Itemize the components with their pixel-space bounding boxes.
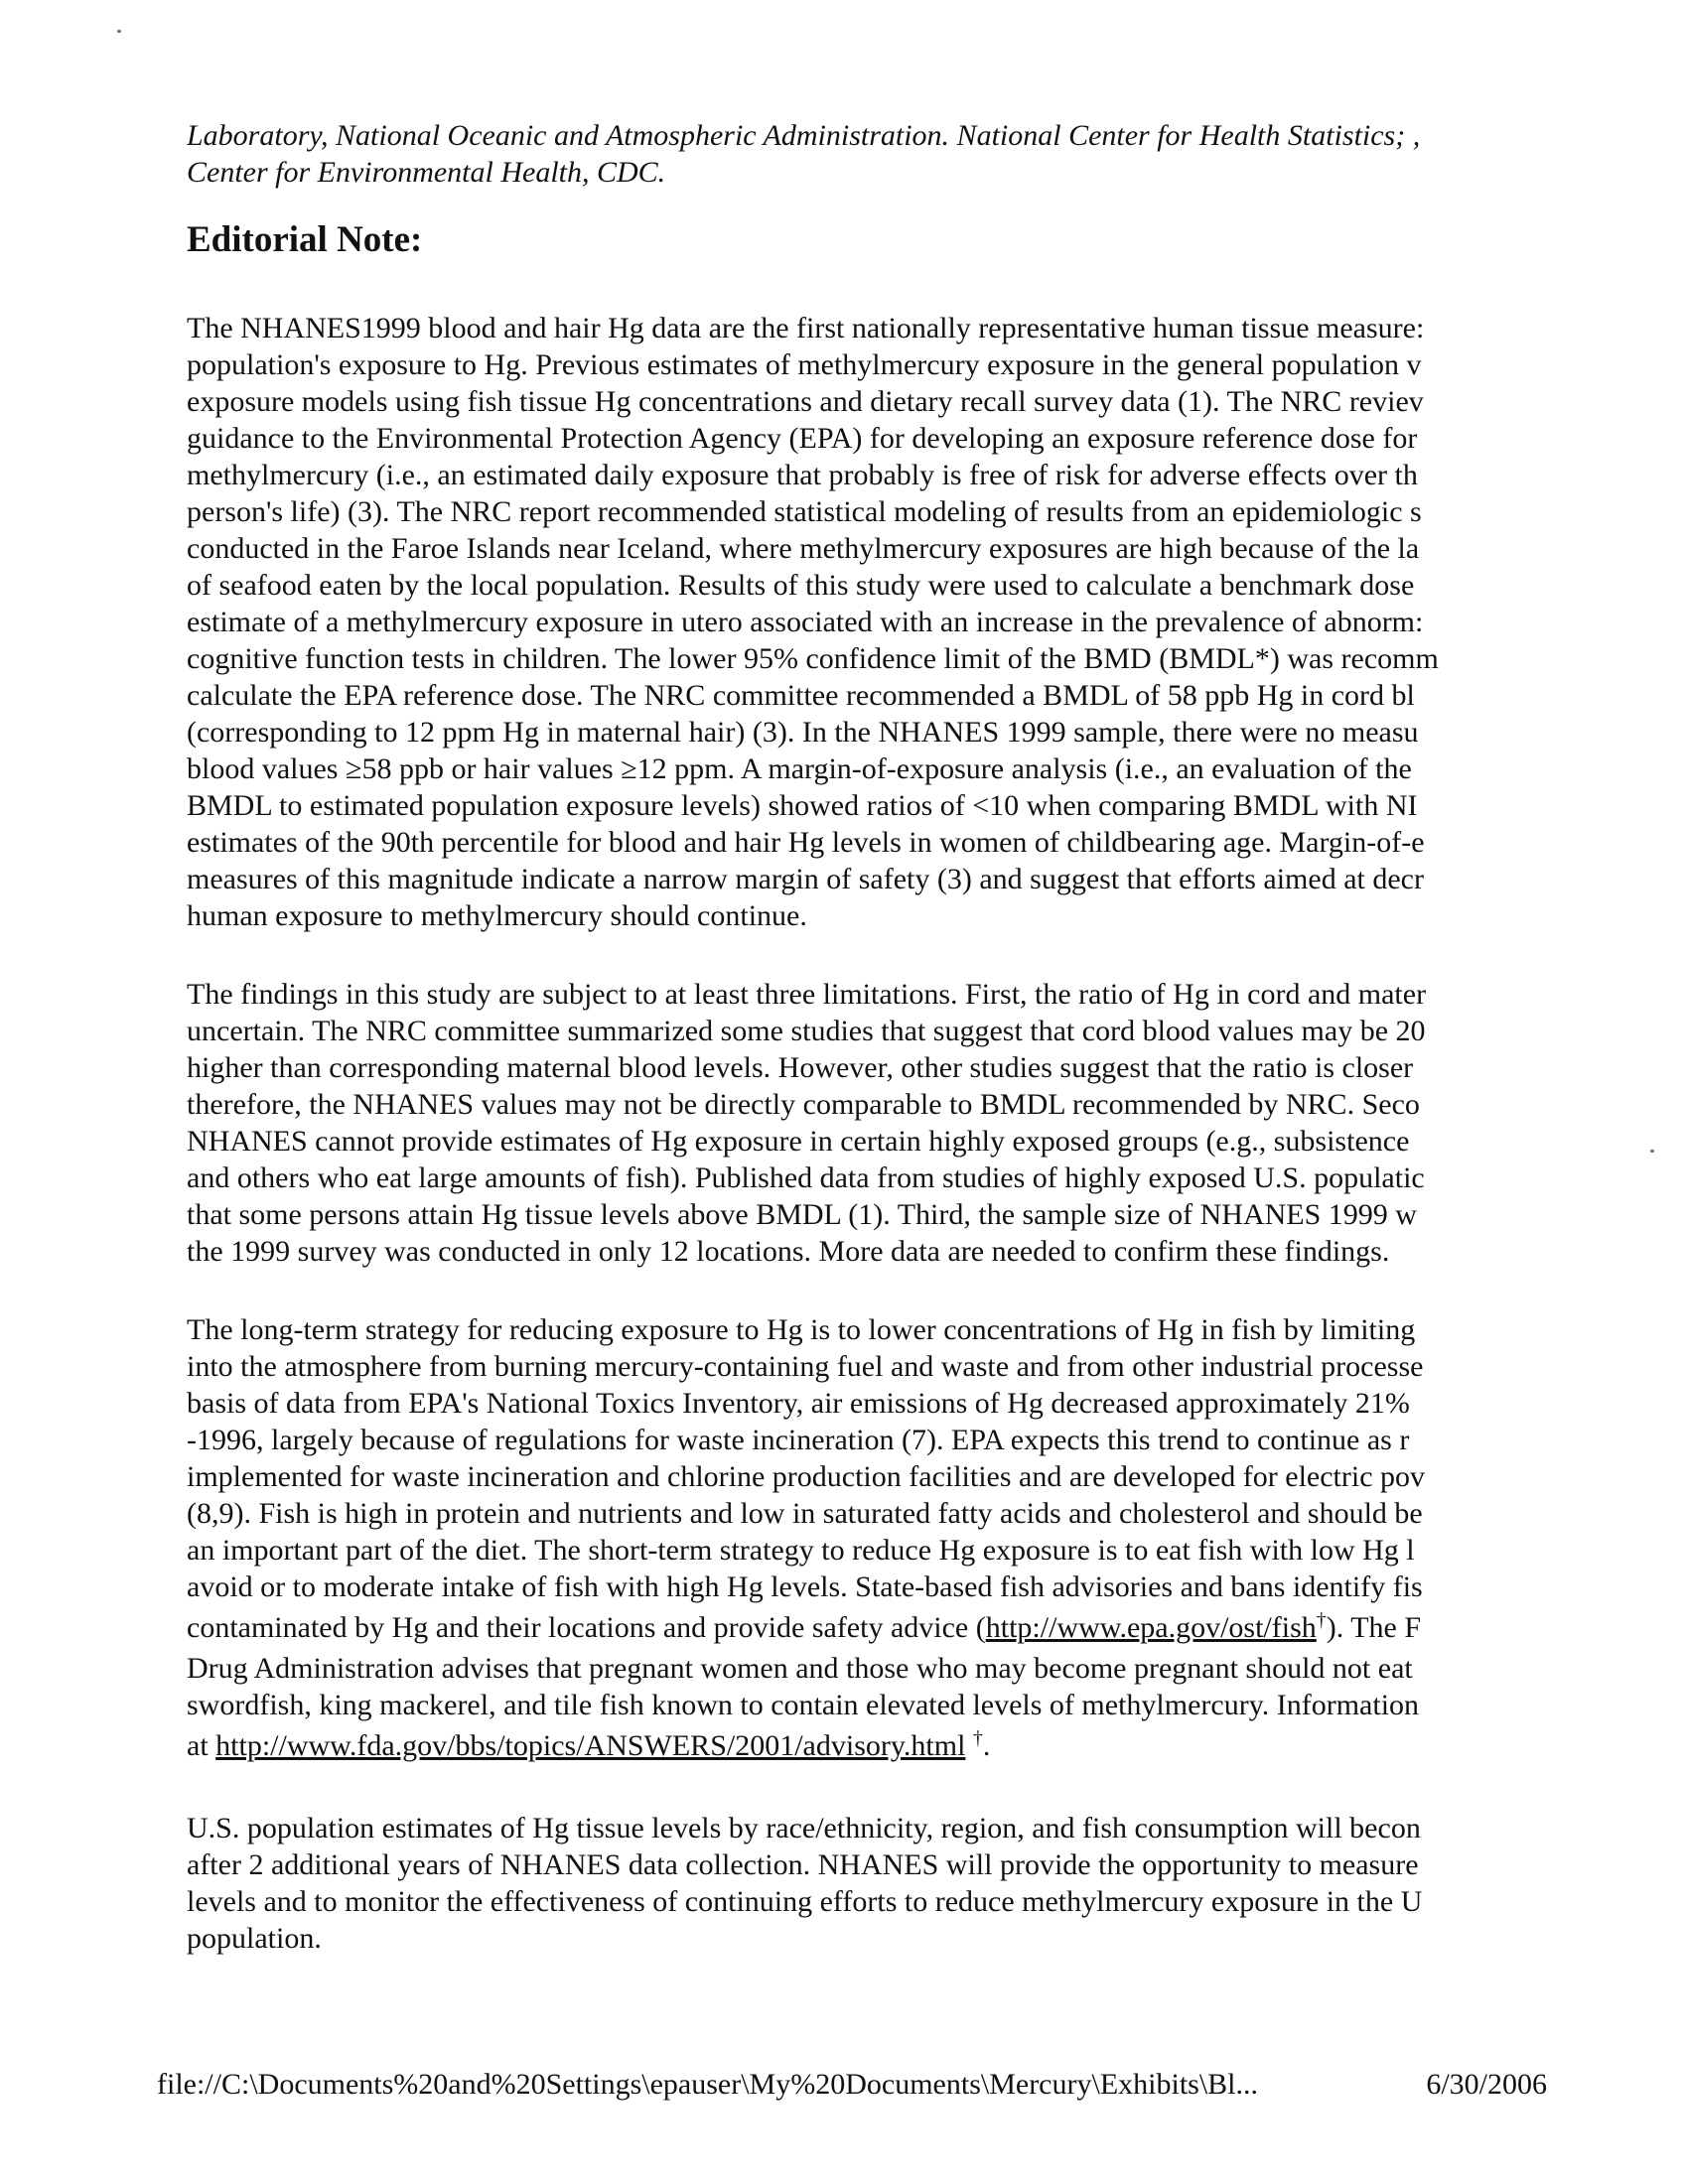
- text-line: BMDL to estimated population exposure levels) showed ratios of <10 when comparing BMDL with NI: [187, 789, 1418, 822]
- text-line: -1996, largely because of regulations for waste incineration (7). EPA expects this trend to continue as r: [187, 1424, 1410, 1456]
- text-line: levels and to monitor the effectiveness of continuing efforts to reduce methylmercury exposure in the U: [187, 1885, 1423, 1918]
- text-line: higher than corresponding maternal blood levels. However, other studies suggest that the ratio is closer: [187, 1051, 1414, 1084]
- text-line: uncertain. The NRC committee summarized some studies that suggest that cord blood values may be 20: [187, 1015, 1426, 1047]
- text-line: (8,9). Fish is high in protein and nutrients and low in saturated fatty acids and cholesterol and should be: [187, 1497, 1423, 1530]
- text-line: exposure models using fish tissue Hg concentrations and dietary recall survey data (1). The NRC reviev: [187, 385, 1424, 418]
- text-line: the 1999 survey was conducted in only 12 locations. More data are needed to confirm these findings.: [187, 1235, 1390, 1268]
- text-line: [187, 1723, 1552, 1768]
- affiliation-line: Laboratory, National Oceanic and Atmospheric Administration. National Center for Health Statistics; ,: [187, 119, 1421, 152]
- text-line: U.S. population estimates of Hg tissue levels by race/ethnicity, region, and fish consumption will becon: [187, 1812, 1421, 1844]
- author-affiliation: [187, 117, 1552, 191]
- paragraph-strategy: [187, 1311, 1552, 1768]
- text-segment: contaminated by Hg and their locations and provide safety advice (: [187, 1611, 986, 1644]
- text-line: estimates of the 90th percentile for blood and hair Hg levels in women of childbearing age. Margin-of-e: [187, 826, 1425, 859]
- text-line: after 2 additional years of NHANES data collection. NHANES will provide the opportunity to measure: [187, 1848, 1419, 1881]
- text-line: (corresponding to 12 ppm Hg in maternal hair) (3). In the NHANES 1999 sample, there were no measu: [187, 716, 1419, 749]
- text-line: cognitive function tests in children. The lower 95% confidence limit of the BMD (BMDL*) was recomm: [187, 642, 1439, 675]
- text-line: population.: [187, 1922, 322, 1955]
- text-segment: ). The F: [1326, 1611, 1422, 1644]
- print-date: 6/30/2006: [1426, 2068, 1547, 2101]
- paragraph-exposure-data: [187, 310, 1552, 934]
- text-line: NHANES cannot provide estimates of Hg exposure in certain highly exposed groups (e.g., subsistence: [187, 1125, 1410, 1158]
- fda-advisory-link[interactable]: http://www.fda.gov/bbs/topics/ANSWERS/2001/advisory.html: [215, 1729, 966, 1762]
- epa-fish-advisory-link[interactable]: http://www.epa.gov/ost/fish: [985, 1611, 1317, 1644]
- text-line: The findings in this study are subject to at least three limitations. First, the ratio of Hg in cord and mater: [187, 978, 1427, 1011]
- text-line: basis of data from EPA's National Toxics Inventory, air emissions of Hg decreased approximately 21%: [187, 1387, 1410, 1420]
- text-line: methylmercury (i.e., an estimated daily exposure that probably is free of risk for adverse effects over th: [187, 459, 1418, 491]
- text-line: [187, 1605, 1552, 1650]
- text-segment: .: [982, 1729, 991, 1762]
- paragraph-limitations: [187, 976, 1552, 1270]
- text-line: conducted in the Faroe Islands near Iceland, where methylmercury exposures are high because of the la: [187, 532, 1420, 565]
- text-line: therefore, the NHANES values may not be directly comparable to BMDL recommended by NRC. Seco: [187, 1088, 1420, 1121]
- scan-speck: [1650, 1150, 1654, 1153]
- text-line: population's exposure to Hg. Previous estimates of methylmercury exposure in the general population v: [187, 348, 1422, 381]
- text-line: calculate the EPA reference dose. The NRC committee recommended a BMDL of 58 ppb Hg in cord bl: [187, 679, 1415, 712]
- text-line: guidance to the Environmental Protection Agency (EPA) for developing an exposure reference dose for: [187, 422, 1418, 455]
- editorial-note-heading: Editorial Note:: [187, 219, 423, 260]
- text-line: blood values ≥58 ppb or hair values ≥12 ppm. A margin-of-exposure analysis (i.e., an evaluation of the: [187, 752, 1412, 785]
- text-line: implemented for waste incineration and chlorine production facilities and are developed for electric pov: [187, 1460, 1426, 1493]
- text-line: estimate of a methylmercury exposure in utero associated with an increase in the prevalence of abnorm:: [187, 606, 1424, 638]
- dagger-footnote-mark: †: [972, 1727, 983, 1749]
- text-line: avoid or to moderate intake of fish with high Hg levels. State-based fish advisories and bans identify fis: [187, 1570, 1423, 1603]
- text-line: person's life) (3). The NRC report recommended statistical modeling of results from an epidemiologic s: [187, 495, 1422, 528]
- text-line: of seafood eaten by the local population. Results of this study were used to calculate a benchmark dose: [187, 569, 1415, 602]
- dagger-footnote-mark: †: [1316, 1609, 1327, 1631]
- text-line: measures of this magnitude indicate a narrow margin of safety (3) and suggest that efforts aimed at decr: [187, 863, 1424, 895]
- text-line: human exposure to methylmercury should continue.: [187, 899, 807, 932]
- text-line: an important part of the diet. The short-term strategy to reduce Hg exposure is to eat fish with low Hg l: [187, 1534, 1415, 1567]
- file-path: file://C:\Documents%20and%20Settings\epauser\My%20Documents\Mercury\Exhibits\Bl...: [157, 2068, 1259, 2101]
- text-line: The long-term strategy for reducing exposure to Hg is to lower concentrations of Hg in fish by limiting: [187, 1313, 1416, 1346]
- scan-speck: [117, 30, 121, 33]
- text-line: swordfish, king mackerel, and tile fish known to contain elevated levels of methylmercury. Information: [187, 1689, 1420, 1721]
- text-line: The NHANES1999 blood and hair Hg data are the first nationally representative human tissue measure:: [187, 312, 1425, 344]
- text-line: that some persons attain Hg tissue levels above BMDL (1). Third, the sample size of NHANES 1999 w: [187, 1198, 1417, 1231]
- text-segment: at: [187, 1729, 216, 1762]
- text-line: Drug Administration advises that pregnant women and those who may become pregnant should not eat: [187, 1652, 1413, 1685]
- document-body: [187, 117, 1552, 1998]
- text-line: and others who eat large amounts of fish). Published data from studies of highly exposed U.S. populatic: [187, 1161, 1425, 1194]
- affiliation-line: Center for Environmental Health, CDC.: [187, 156, 666, 189]
- paragraph-future-estimates: [187, 1810, 1552, 1957]
- text-line: into the atmosphere from burning mercury-containing fuel and waste and from other industrial processe: [187, 1350, 1424, 1383]
